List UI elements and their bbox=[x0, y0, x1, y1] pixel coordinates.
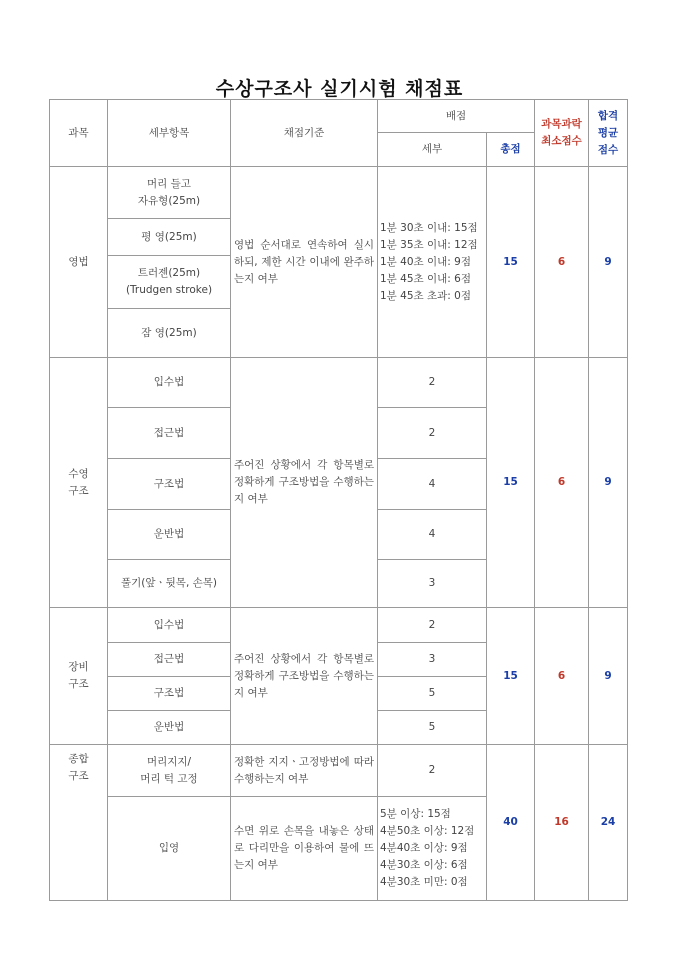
item-cell: 잠 영(25m) bbox=[108, 309, 231, 358]
header-pass-average: 합격 평균 점수 bbox=[589, 100, 628, 167]
detail-line: 1분 45초 이내: 6점 bbox=[380, 272, 471, 285]
header-score: 배점 bbox=[378, 100, 535, 133]
subject-cell: 영법 bbox=[50, 167, 108, 358]
item-cell: 입수법 bbox=[108, 608, 231, 643]
detail-line: 4분40초 이상: 9점 bbox=[380, 842, 468, 854]
page-title: 수상구조사 실기시험 채점표 bbox=[215, 78, 464, 100]
scoring-table bbox=[49, 99, 628, 901]
criteria-cell: 영법 순서대로 연속하여 실시하되, 제한 시간 이내에 완주하는지 여부 bbox=[231, 167, 378, 358]
subject-cell: 장비 구조 bbox=[50, 608, 108, 745]
pass-average-cell: 9 bbox=[589, 608, 628, 745]
min-score-cell: 6 bbox=[535, 358, 589, 608]
detail-cell: 3 bbox=[378, 560, 487, 608]
item-cell: 접근법 bbox=[108, 408, 231, 459]
header-min-score: 과목과락 최소점수 bbox=[535, 100, 589, 167]
item-cell: 평 영(25m) bbox=[108, 219, 231, 256]
criteria-cell: 수면 위로 손목을 내놓은 상태로 다리만을 이용하여 물에 뜨는지 여부 bbox=[231, 797, 378, 901]
criteria-cell: 정확한 지지ㆍ고정방법에 따라 수행하는지 여부 bbox=[231, 745, 378, 797]
item-cell: 트러젠(25m) (Trudgen stroke) bbox=[108, 256, 231, 309]
criteria-cell: 주어진 상황에서 각 항목별로 정확하게 구조방법을 수행하는지 여부 bbox=[231, 358, 378, 608]
min-score-cell: 6 bbox=[535, 608, 589, 745]
table-row bbox=[50, 608, 628, 643]
detail-cell: 2 bbox=[378, 608, 487, 643]
pass-average-cell: 9 bbox=[589, 358, 628, 608]
detail-line: 1분 40초 이내: 9점 bbox=[380, 255, 471, 268]
item-cell: 입영 bbox=[108, 797, 231, 901]
detail-cell bbox=[378, 797, 487, 901]
subject-cell: 종합 구조 bbox=[50, 745, 108, 901]
detail-cell bbox=[378, 167, 487, 358]
subject-cell: 수영 구조 bbox=[50, 358, 108, 608]
detail-cell: 2 bbox=[378, 745, 487, 797]
table-row bbox=[50, 358, 628, 408]
table-row bbox=[50, 745, 628, 797]
min-score-cell: 16 bbox=[535, 745, 589, 901]
detail-line: 5분 이상: 15점 bbox=[380, 808, 451, 820]
detail-cell: 2 bbox=[378, 358, 487, 408]
item-cell: 머리지지/ 머리 턱 고정 bbox=[108, 745, 231, 797]
header-detail: 세부 bbox=[378, 133, 487, 167]
total-cell: 40 bbox=[487, 745, 535, 901]
pass-average-cell: 24 bbox=[589, 745, 628, 901]
item-cell: 운반법 bbox=[108, 510, 231, 560]
item-cell: 머리 들고 자유형(25m) bbox=[108, 167, 231, 219]
header-row bbox=[50, 100, 628, 133]
detail-line: 1분 30초 이내: 15점 bbox=[380, 221, 478, 234]
total-cell: 15 bbox=[487, 608, 535, 745]
header-item: 세부항목 bbox=[108, 100, 231, 167]
detail-line: 4분50초 이상: 12점 bbox=[380, 825, 475, 837]
detail-line: 1분 45초 초과: 0점 bbox=[380, 289, 471, 302]
item-cell: 입수법 bbox=[108, 358, 231, 408]
header-criteria: 채점기준 bbox=[231, 100, 378, 167]
table-row bbox=[50, 167, 628, 219]
detail-cell: 2 bbox=[378, 408, 487, 459]
detail-cell: 3 bbox=[378, 643, 487, 677]
detail-line: 4분30초 미만: 0점 bbox=[380, 876, 468, 888]
pass-average-cell: 9 bbox=[589, 167, 628, 358]
header-subject: 과목 bbox=[50, 100, 108, 167]
item-cell: 풀기(앞ㆍ뒷목, 손목) bbox=[108, 560, 231, 608]
header-total: 총점 bbox=[487, 133, 535, 167]
item-cell: 구조법 bbox=[108, 677, 231, 711]
min-score-cell: 6 bbox=[535, 167, 589, 358]
item-cell: 운반법 bbox=[108, 711, 231, 745]
item-cell: 구조법 bbox=[108, 459, 231, 510]
item-cell: 접근법 bbox=[108, 643, 231, 677]
detail-line: 1분 35초 이내: 12점 bbox=[380, 238, 478, 251]
detail-cell: 5 bbox=[378, 711, 487, 745]
detail-cell: 4 bbox=[378, 510, 487, 560]
total-cell: 15 bbox=[487, 358, 535, 608]
total-cell: 15 bbox=[487, 167, 535, 358]
criteria-cell: 주어진 상황에서 각 항목별로 정확하게 구조방법을 수행하는지 여부 bbox=[231, 608, 378, 745]
detail-cell: 4 bbox=[378, 459, 487, 510]
detail-line: 4분30초 이상: 6점 bbox=[380, 859, 468, 871]
detail-cell: 5 bbox=[378, 677, 487, 711]
